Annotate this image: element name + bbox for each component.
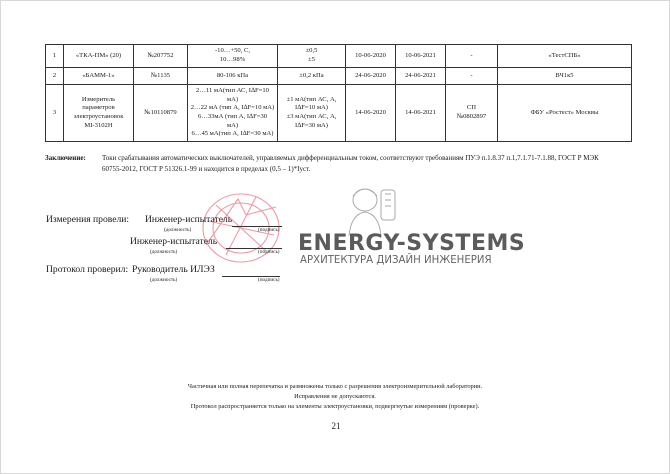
serial-number-cell: №1135 — [134, 68, 188, 85]
engineer-1-position: Инженер-испытатель — [145, 214, 233, 225]
accuracy-cell-line: ±0,2 кПа — [299, 71, 324, 79]
next-check-date-cell: 14-06-2021 — [396, 85, 446, 142]
checked-by-label: Протокол проверил: — [46, 264, 129, 275]
measured-by-label: Измерения провели: — [46, 214, 130, 225]
engineer-figure-icon — [335, 180, 405, 238]
footer-line-1: Частичная или полная перепечатка и размножены только с разрешения электроизмерительной лаборатории. — [187, 383, 483, 390]
instrument-name-cell — [64, 45, 134, 68]
instruments-table — [45, 44, 632, 142]
measurement-range-cell-line: 6…33мА (тип А, I∆F=30 — [197, 113, 268, 120]
measurement-range-cell-line: -10…+50, С, — [214, 47, 251, 55]
verifying-organization-cell: ВЧ1к5 — [498, 68, 632, 85]
accuracy-cell-line: ±5 — [308, 56, 315, 63]
accuracy-cell-line: ±1 мА(тип АС, А, — [286, 95, 337, 103]
signature-hint-1: (подпись) — [258, 227, 280, 233]
certificate-cell-line: СП — [466, 104, 477, 112]
table-row — [46, 68, 632, 85]
next-check-date-cell: 10-06-2021 — [396, 45, 446, 68]
head-position: Руководитель ИЛЭЗ — [132, 264, 215, 275]
measurement-range-cell — [188, 45, 278, 68]
serial-number-cell: №207752 — [134, 45, 188, 68]
certificate-cell — [446, 68, 498, 85]
measurement-range-cell — [188, 85, 278, 142]
conclusion-text: Токи срабатывания автоматических выключателей, управляемых дифференциальным током, соответствуют требованиям ПУЭ п.1.8.37 п.1,7.1.71-7.1.88, ГОСТ Р МЭК 60755-2012, ГОСТ Р 51326.1-99 и находится в пределах (0,5 – 1)*Iуст. — [102, 154, 599, 173]
serial-number-cell: №10110879 — [134, 85, 188, 142]
instrument-name-cell-line: электроустановок — [73, 113, 124, 120]
certificate-cell — [446, 85, 498, 142]
measurement-range-cell-line: 2…22 мА (тип А, I∆F=10 мА) — [190, 104, 275, 112]
row-number-cell: 3 — [46, 85, 64, 142]
measurement-range-cell — [188, 68, 278, 85]
accuracy-cell-line: I∆F=10 мА) — [295, 104, 328, 112]
certificate-cell-line: - — [470, 71, 473, 79]
row-number-cell: 2 — [46, 68, 64, 85]
watermark-tagline: АРХИТЕКТУРА ДИЗАЙН ИНЖЕНЕРИЯ — [300, 255, 492, 266]
instrument-name-cell — [64, 85, 134, 142]
certificate-cell-line: №0802897 — [456, 113, 487, 120]
signature-hint-3: (подпись) — [258, 277, 280, 283]
check-date-cell: 24-06-2020 — [346, 68, 396, 85]
accuracy-cell — [278, 68, 346, 85]
instrument-name-cell-line: «БАММ-1» — [82, 71, 115, 79]
signature-hint-2: (подпись) — [258, 249, 280, 255]
check-date-cell: 14-06-2020 — [346, 85, 396, 142]
measurement-range-cell-line: 6…45 мА(тип А, I∆F=30 мА) — [191, 130, 274, 138]
measurement-range-cell-line: мА) — [226, 95, 239, 103]
footer-line-3: Протокол распространяется только на элементы электроустановки, подвергнутые измерениям (проверке). — [190, 403, 480, 410]
page-number: 21 — [331, 421, 341, 431]
conclusion-label: Заключение: — [45, 154, 86, 162]
instrument-name-cell-line: MI-3102H — [84, 121, 113, 129]
accuracy-cell — [278, 85, 346, 142]
accuracy-cell-line: ±3 мА(тип АС, А, — [286, 113, 337, 120]
check-date-cell: 10-06-2020 — [346, 45, 396, 68]
row-number-cell: 1 — [46, 45, 64, 68]
measurement-range-cell-line: мА) — [226, 121, 239, 129]
footer-line-2: Исправления не допускаются. — [294, 393, 376, 400]
verifying-organization-cell: «ТестСПБ» — [498, 45, 632, 68]
instrument-name-cell — [64, 68, 134, 85]
engineer-2-position: Инженер-испытатель — [130, 236, 218, 247]
measurement-range-cell-line: 2…11 мА(тип АС, I∆F=10 — [196, 86, 269, 94]
table-row — [46, 85, 632, 142]
instrument-name-cell-line: параметров — [82, 104, 115, 112]
verifying-organization-cell: ФБУ «Ростест» Москвы — [498, 85, 632, 142]
measurement-range-cell-line: 10…98% — [219, 56, 246, 63]
table-row — [46, 45, 632, 68]
position-hint-1: (должность) — [164, 227, 192, 233]
accuracy-cell-line: I∆F=30 мА) — [295, 121, 328, 129]
accuracy-cell — [278, 45, 346, 68]
accuracy-cell-line: ±0,5 — [305, 47, 318, 55]
watermark-brand: ENERGY-SYSTEMS — [298, 231, 526, 256]
instrument-name-cell-line: «ТКА-ПМ» (20) — [75, 51, 122, 59]
position-hint-2: (должность) — [150, 249, 178, 255]
position-hint-3: (должность) — [150, 277, 178, 283]
next-check-date-cell: 24-06-2021 — [396, 68, 446, 85]
certificate-cell-line: - — [470, 51, 473, 59]
instrument-name-cell-line: Измеритель — [81, 95, 116, 103]
measurement-range-cell-line: 80-106 кПа — [216, 71, 249, 79]
certificate-cell — [446, 45, 498, 68]
